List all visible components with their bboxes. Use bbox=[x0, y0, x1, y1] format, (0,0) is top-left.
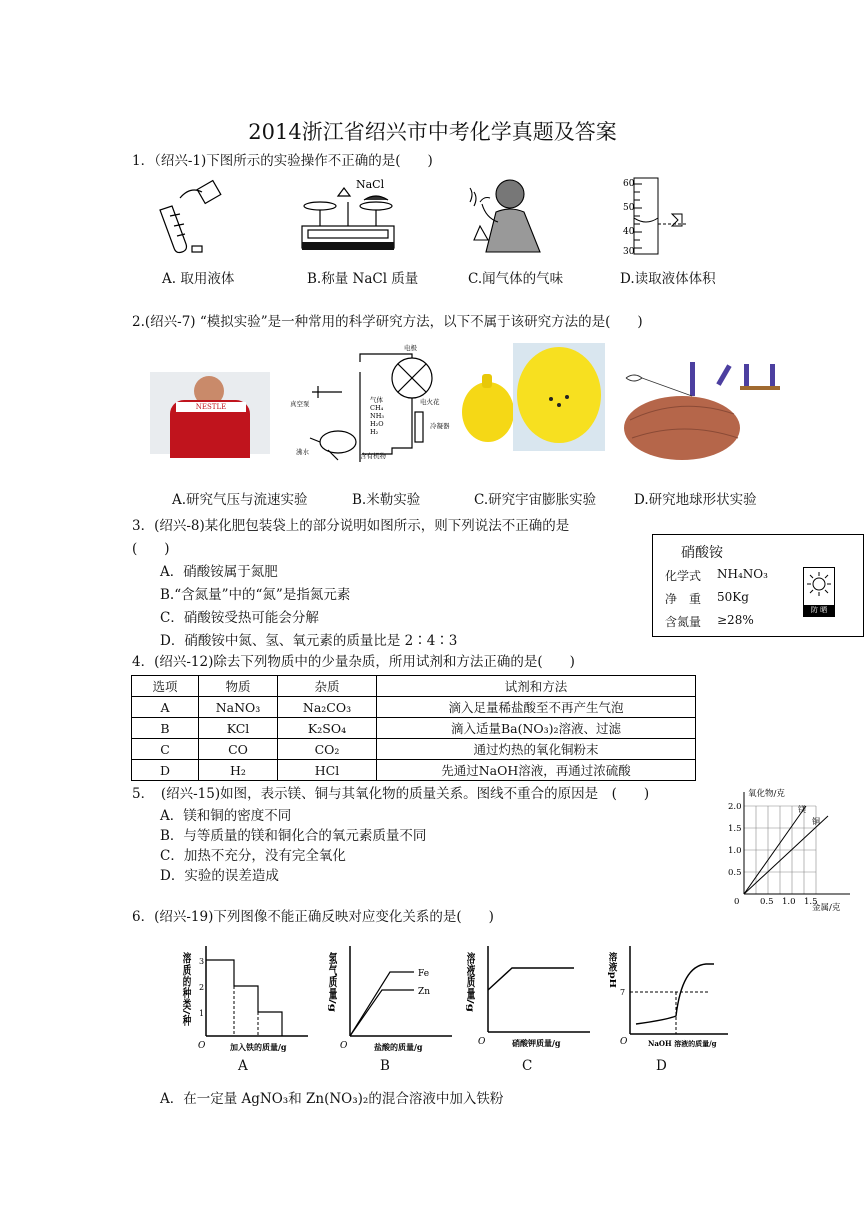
svg-text:NH₃: NH₃ bbox=[370, 412, 384, 420]
cylinder-figure bbox=[620, 174, 690, 258]
header-substance: 物质 bbox=[199, 676, 278, 697]
graph-b-ylabel: 氢气质量/g bbox=[327, 952, 337, 996]
series-label-cu: 铜 bbox=[812, 817, 820, 826]
ytick: 0.5 bbox=[728, 868, 742, 878]
q6-caption-b: B bbox=[380, 1058, 390, 1074]
svg-text:冷凝器: 冷凝器 bbox=[430, 422, 450, 430]
q6-caption-d: D bbox=[656, 1058, 667, 1074]
cell: A bbox=[132, 697, 199, 718]
cell: D bbox=[132, 760, 199, 781]
formula-label: 化学式 bbox=[665, 569, 702, 583]
q1-caption-c: C.闻气体的气味 bbox=[468, 271, 564, 287]
series-label-mg: 镁 bbox=[798, 805, 806, 814]
cell: 滴入适量Ba(NO₃)₂溶液、过滤 bbox=[377, 718, 696, 739]
q2-caption-a: A.研究气压与流速实验 bbox=[172, 492, 308, 508]
svg-text:H₂O: H₂O bbox=[370, 420, 384, 428]
svg-text:真空泵: 真空泵 bbox=[290, 400, 310, 408]
sun-protect-icon bbox=[803, 567, 835, 617]
q5-chart bbox=[728, 784, 860, 912]
q6-stem: 6．(绍兴-19)下列图像不能正确反映对应变化关系的是( ) bbox=[132, 909, 494, 925]
series-label-zn: Zn bbox=[418, 987, 431, 997]
q5-option-b: B．与等质量的镁和铜化合的氧元素质量不同 bbox=[160, 828, 427, 844]
cell: KCl bbox=[199, 718, 278, 739]
miller-apparatus-figure bbox=[290, 342, 460, 460]
nitrogen-label: 含氮量 bbox=[665, 615, 702, 629]
nitrogen-value: ≥28% bbox=[717, 613, 754, 627]
origin: O bbox=[198, 1041, 206, 1051]
nacl-label: NaCl bbox=[356, 178, 385, 191]
graph-a-ylabel: 溶质的种类/种 bbox=[181, 952, 191, 1007]
tick-40: 40 bbox=[623, 227, 635, 237]
origin: O bbox=[340, 1041, 348, 1051]
earth-shape-figure bbox=[622, 360, 782, 460]
q1-stem: 1．（绍兴-1)下图所示的实验操作不正确的是( ) bbox=[132, 153, 433, 169]
series-fe-line bbox=[350, 972, 414, 1036]
q2-caption-c: C.研究宇宙膨胀实验 bbox=[474, 492, 597, 508]
series-zn-line bbox=[350, 990, 414, 1036]
ytick: 1.5 bbox=[728, 824, 742, 834]
ytick: 1.0 bbox=[728, 846, 742, 856]
large-balloon-figure bbox=[513, 343, 605, 451]
q5-ylabel: 氧化物/克 bbox=[748, 789, 785, 799]
graph-c-xlabel: 硝酸钾质量/g bbox=[512, 1038, 561, 1048]
q6-caption-c: C bbox=[522, 1058, 533, 1074]
q5-option-c: C．加热不充分，没有完全氧化 bbox=[160, 848, 346, 864]
q3-option-a: A．硝酸铵属于氮肥 bbox=[160, 564, 278, 580]
small-balloon-figure bbox=[458, 370, 516, 450]
svg-text:沸水: 沸水 bbox=[296, 448, 309, 456]
cell: NaNO₃ bbox=[199, 697, 278, 718]
xtick: 0.5 bbox=[760, 897, 774, 907]
cell: CO bbox=[199, 739, 278, 760]
svg-text:H₂: H₂ bbox=[370, 428, 379, 436]
graph-d-ylabel: 溶液pH bbox=[607, 952, 617, 983]
q4-table bbox=[131, 675, 696, 781]
table-row bbox=[132, 760, 696, 781]
cell: HCl bbox=[278, 760, 377, 781]
header-method: 试剂和方法 bbox=[377, 676, 696, 697]
fertilizer-label bbox=[652, 534, 864, 637]
header-option: 选项 bbox=[132, 676, 199, 697]
table-header bbox=[132, 676, 696, 697]
q6-graph-d bbox=[606, 940, 732, 1058]
air-pressure-photo bbox=[150, 372, 270, 454]
xtick: 1.0 bbox=[782, 897, 796, 907]
cell: B bbox=[132, 718, 199, 739]
q6-option-a: A．在一定量 AgNO₃和 Zn(NO₃)₂的混合溶液中加入铁粉 bbox=[160, 1091, 504, 1107]
q6-graph-b bbox=[328, 940, 458, 1058]
q6-graph-c bbox=[466, 940, 596, 1058]
weight-label: 净 重 bbox=[665, 592, 702, 606]
fertilizer-name: 硝酸铵 bbox=[681, 545, 723, 561]
q2-caption-d: D.研究地球形状实验 bbox=[634, 492, 757, 508]
xtick: 1.5 bbox=[804, 897, 818, 907]
svg-text:气体: 气体 bbox=[370, 396, 383, 404]
ytick: 2 bbox=[199, 983, 205, 992]
cell: CO₂ bbox=[278, 739, 377, 760]
smell-gas-figure bbox=[462, 172, 552, 260]
q6-graph-a bbox=[181, 940, 314, 1058]
origin: O bbox=[478, 1037, 486, 1047]
origin: O bbox=[620, 1037, 628, 1047]
q3-option-d: D．硝酸铵中氮、氢、氧元素的质量比是 2∶4∶3 bbox=[160, 633, 458, 649]
svg-text:电火花: 电火花 bbox=[420, 398, 440, 406]
q5-option-a: A．镁和铜的密度不同 bbox=[160, 808, 292, 824]
tick-30: 30 bbox=[623, 247, 635, 257]
q1-caption-d: D.读取液体体积 bbox=[620, 271, 716, 287]
q2-caption-b: B.米勒实验 bbox=[352, 492, 421, 508]
page-title: 2014浙江省绍兴市中考化学真题及答案 bbox=[248, 120, 617, 144]
graph-d-xlabel: NaOH 溶液的质量/g bbox=[648, 1039, 717, 1048]
cell: 通过灼热的氧化铜粉末 bbox=[377, 739, 696, 760]
pour-liquid-figure bbox=[150, 176, 240, 256]
ytick: 3 bbox=[199, 957, 205, 966]
q5-xlabel: 金属/克 bbox=[812, 903, 841, 913]
q3-stem-paren: ( ) bbox=[132, 541, 170, 557]
weight-value: 50Kg bbox=[717, 590, 749, 604]
tick-60: 60 bbox=[623, 179, 635, 189]
ytick: 2.0 bbox=[728, 802, 742, 812]
q5-stem: 5． (绍兴-15)如图，表示镁、铜与其氧化物的质量关系。图线不重合的原因是 ( ) bbox=[132, 786, 650, 802]
q4-stem: 4．(绍兴-12)除去下列物质中的少量杂质，所用试剂和方法正确的是( ) bbox=[132, 654, 575, 670]
balance-figure bbox=[298, 176, 398, 256]
cell: 滴入足量稀盐酸至不再产生气泡 bbox=[377, 697, 696, 718]
q1-caption-b: B.称量 NaCl 质量 bbox=[307, 271, 419, 287]
cell: C bbox=[132, 739, 199, 760]
cell: K₂SO₄ bbox=[278, 718, 377, 739]
ytick-7: 7 bbox=[620, 988, 626, 997]
svg-text:CH₄: CH₄ bbox=[370, 404, 384, 412]
table-row bbox=[132, 718, 696, 739]
formula-value: NH₄NO₃ bbox=[717, 567, 768, 581]
graph-c-ylabel: 溶液质量/g bbox=[465, 952, 475, 996]
svg-text:电极: 电极 bbox=[404, 344, 417, 352]
q6-caption-a: A bbox=[238, 1058, 248, 1074]
header-impurity: 杂质 bbox=[278, 676, 377, 697]
q3-option-b: B.“含氮量”中的“氮”是指氮元素 bbox=[160, 587, 351, 603]
table-row bbox=[132, 739, 696, 760]
svg-text:含有机物: 含有机物 bbox=[360, 452, 386, 460]
series-label-fe: Fe bbox=[418, 969, 430, 979]
q2-stem: 2.(绍兴-7) “模拟实验”是一种常用的科学研究方法，以下不属于该研究方法的是( ) bbox=[132, 314, 643, 330]
q1-caption-a: A. 取用液体 bbox=[162, 271, 235, 287]
tick-50: 50 bbox=[623, 203, 635, 213]
q3-stem: 3．(绍兴-8)某化肥包装袋上的部分说明如图所示，则下列说法不正确的是 bbox=[132, 518, 570, 534]
ytick: 1 bbox=[199, 1009, 205, 1018]
cell: H₂ bbox=[199, 760, 278, 781]
icon-text: 防 晒 bbox=[804, 605, 834, 616]
graph-a-xlabel: 加入铁的质量/g bbox=[230, 1042, 287, 1052]
graph-b-xlabel: 盐酸的质量/g bbox=[374, 1042, 423, 1052]
shirt-text: NESTLE bbox=[176, 402, 246, 412]
q3-option-c: C．硝酸铵受热可能会分解 bbox=[160, 610, 319, 626]
q5-option-d: D．实验的误差造成 bbox=[160, 868, 279, 884]
table-row bbox=[132, 697, 696, 718]
cell: 先通过NaOH溶液，再通过浓硫酸 bbox=[377, 760, 696, 781]
cell: Na₂CO₃ bbox=[278, 697, 377, 718]
xtick: 0 bbox=[734, 897, 740, 907]
